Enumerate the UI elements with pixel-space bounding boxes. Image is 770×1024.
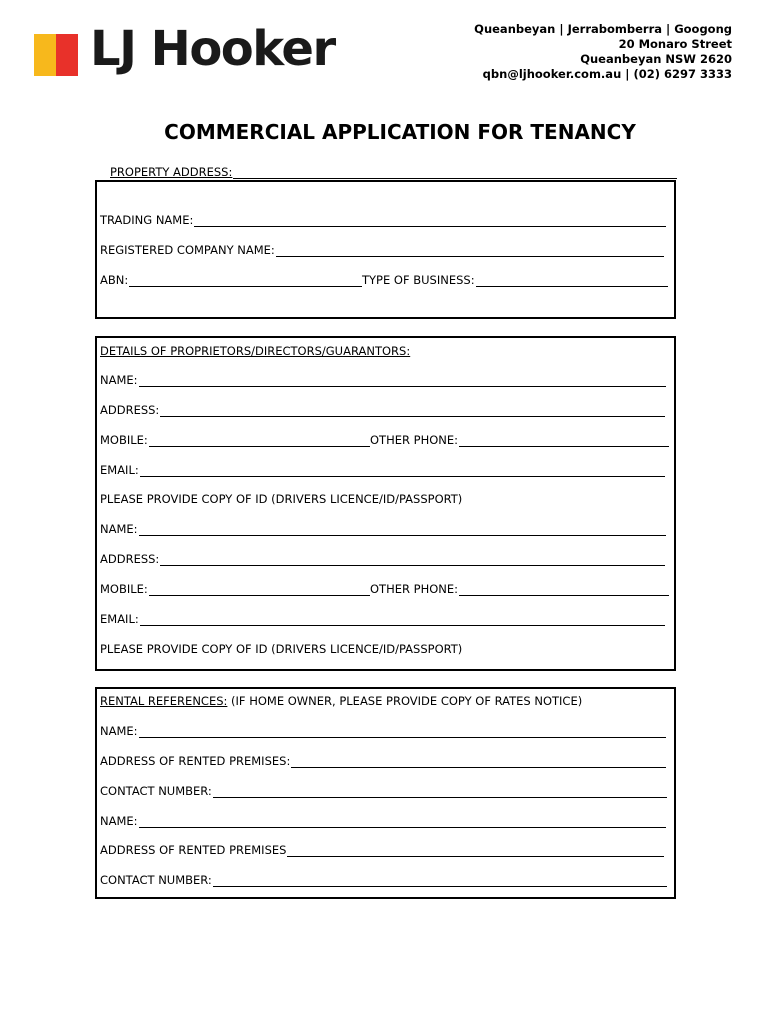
email-line[interactable] [140, 464, 665, 477]
name-label: NAME: [100, 522, 138, 536]
email-label: EMAIL: [100, 612, 139, 626]
contact-number-label: CONTACT NUMBER: [100, 873, 212, 887]
office-email-phone: qbn@ljhooker.com.au | (02) 6297 3333 [482, 67, 732, 81]
name-line[interactable] [139, 523, 666, 536]
registered-company-name-label: REGISTERED COMPANY NAME: [100, 243, 275, 257]
proprietor-2-other-phone-field[interactable] [370, 580, 669, 596]
proprietor-1-id-note: PLEASE PROVIDE COPY OF ID (DRIVERS LICENCE/ID/PASSPORT) [100, 492, 463, 506]
contact-number-line[interactable] [213, 874, 667, 887]
proprietor-1-other-phone-field[interactable] [370, 431, 669, 447]
type-of-business-line[interactable] [476, 274, 668, 287]
property-address-line[interactable] [233, 166, 677, 179]
registered-company-name-line[interactable] [276, 244, 664, 257]
other-phone-line[interactable] [459, 583, 669, 596]
abn-field[interactable] [100, 271, 362, 287]
address-line[interactable] [160, 553, 665, 566]
proprietor-1-address-field[interactable] [100, 401, 665, 417]
email-line[interactable] [140, 613, 665, 626]
office-suburb: Queanbeyan NSW 2620 [580, 52, 732, 66]
address-line[interactable] [160, 404, 665, 417]
trading-name-label: TRADING NAME: [100, 213, 194, 227]
address-rented-label: ADDRESS OF RENTED PREMISES: [100, 754, 291, 768]
name-line[interactable] [139, 725, 666, 738]
mobile-line[interactable] [149, 434, 370, 447]
logo-wordmark: LJ Hooker [90, 21, 335, 77]
trading-name-line[interactable] [194, 214, 666, 227]
rental-references-note: (IF HOME OWNER, PLEASE PROVIDE COPY OF RATES NOTICE) [227, 694, 583, 708]
rental-references-title: RENTAL REFERENCES: [100, 694, 228, 708]
reference-1-name-field[interactable] [100, 722, 666, 738]
proprietor-1-mobile-field[interactable] [100, 431, 370, 447]
reference-2-name-field[interactable] [100, 812, 666, 828]
reference-2-address-field[interactable] [100, 841, 664, 857]
trading-name-field[interactable] [100, 211, 666, 227]
registered-company-name-field[interactable] [100, 241, 664, 257]
reference-1-address-field[interactable] [100, 752, 666, 768]
office-contact-block [474, 22, 732, 82]
office-locations: Queanbeyan | Jerrabomberra | Googong [474, 22, 732, 36]
proprietor-1-name-field[interactable] [100, 371, 666, 387]
proprietor-2-name-field[interactable] [100, 520, 666, 536]
reference-2-contact-field[interactable] [100, 871, 667, 887]
address-rented-line[interactable] [291, 755, 666, 768]
proprietors-heading: DETAILS OF PROPRIETORS/DIRECTORS/GUARANTORS: [100, 344, 411, 358]
logo-red-bar [56, 34, 78, 76]
mobile-label: MOBILE: [100, 582, 148, 596]
office-street: 20 Monaro Street [618, 37, 732, 51]
proprietor-2-email-field[interactable] [100, 610, 665, 626]
mobile-line[interactable] [149, 583, 370, 596]
proprietor-2-mobile-field[interactable] [100, 580, 370, 596]
proprietor-2-address-field[interactable] [100, 550, 665, 566]
type-of-business-label: TYPE OF BUSINESS: [362, 273, 475, 287]
name-label: NAME: [100, 724, 138, 738]
abn-line[interactable] [129, 274, 362, 287]
contact-number-line[interactable] [213, 785, 667, 798]
email-label: EMAIL: [100, 463, 139, 477]
name-line[interactable] [139, 374, 666, 387]
lj-hooker-logo [34, 21, 335, 92]
address-rented-label: ADDRESS OF RENTED PREMISES [100, 843, 287, 857]
mobile-label: MOBILE: [100, 433, 148, 447]
type-of-business-field[interactable] [362, 271, 668, 287]
property-address-label: PROPERTY ADDRESS: [110, 165, 233, 179]
proprietor-1-email-field[interactable] [100, 461, 665, 477]
property-address-field[interactable] [110, 163, 677, 179]
address-label: ADDRESS: [100, 403, 160, 417]
name-line[interactable] [139, 815, 666, 828]
address-label: ADDRESS: [100, 552, 160, 566]
contact-number-label: CONTACT NUMBER: [100, 784, 212, 798]
rental-references-heading [100, 692, 582, 708]
other-phone-line[interactable] [459, 434, 669, 447]
other-phone-label: OTHER PHONE: [370, 582, 459, 596]
logo-yellow-bar [34, 34, 56, 76]
address-rented-line[interactable] [287, 844, 664, 857]
reference-1-contact-field[interactable] [100, 782, 667, 798]
other-phone-label: OTHER PHONE: [370, 433, 459, 447]
abn-label: ABN: [100, 273, 129, 287]
name-label: NAME: [100, 373, 138, 387]
name-label: NAME: [100, 814, 138, 828]
proprietor-2-id-note: PLEASE PROVIDE COPY OF ID (DRIVERS LICENCE/ID/PASSPORT) [100, 642, 463, 656]
page-title: COMMERCIAL APPLICATION FOR TENANCY [164, 120, 636, 144]
